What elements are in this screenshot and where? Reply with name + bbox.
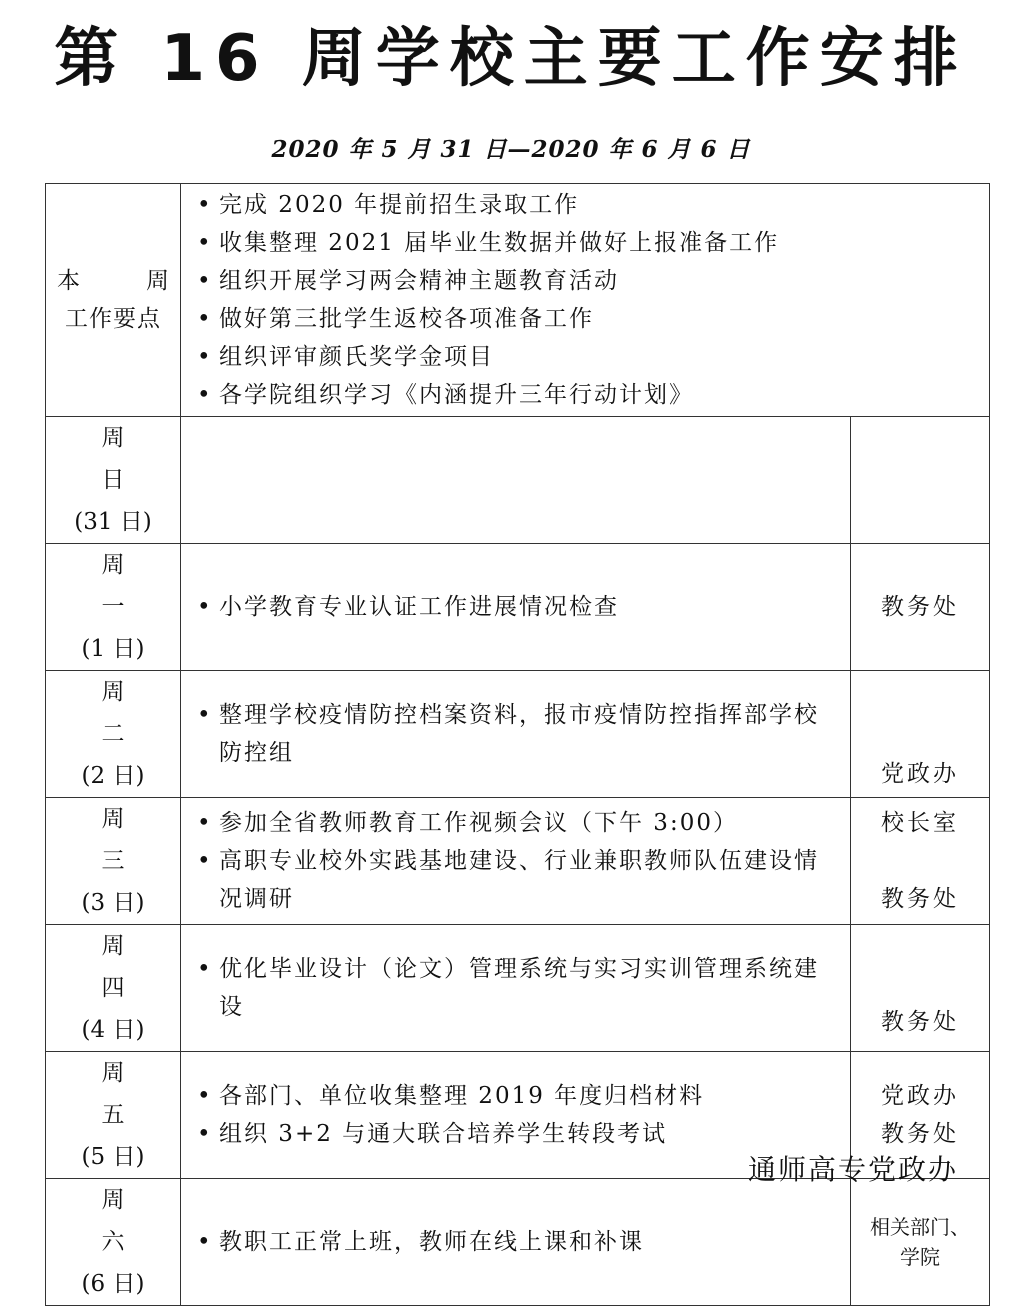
dept-name: 党政办 bbox=[881, 761, 959, 787]
key-points-list bbox=[181, 184, 989, 416]
list-item bbox=[193, 950, 842, 1026]
bullet: • bbox=[197, 192, 213, 218]
day-row-thursday bbox=[46, 925, 990, 1052]
key-points-row bbox=[46, 184, 990, 417]
day-label-cell bbox=[46, 417, 181, 544]
day-row-wednesday bbox=[46, 798, 990, 925]
task-list bbox=[181, 946, 850, 1030]
day-tasks-cell bbox=[181, 798, 851, 925]
day-name: 周五 bbox=[101, 1060, 159, 1128]
bullet: • bbox=[197, 1121, 213, 1147]
dept-name: 校长室 bbox=[881, 810, 959, 836]
key-points-label-right: 周 bbox=[146, 268, 169, 294]
day-dept-cell bbox=[851, 544, 990, 671]
task-text: 教职工正常上班，教师在线上课和补课 bbox=[219, 1229, 644, 1255]
list-item bbox=[193, 186, 981, 224]
list-item bbox=[193, 376, 981, 414]
day-label-cell bbox=[46, 671, 181, 798]
day-label-cell bbox=[46, 1179, 181, 1306]
list-item bbox=[193, 842, 842, 918]
bullet: • bbox=[197, 810, 213, 836]
day-date: (2 日) bbox=[81, 763, 145, 789]
bullet: • bbox=[197, 344, 213, 370]
footer-signature: 通师高专党政办 bbox=[747, 1153, 958, 1186]
day-tasks-cell bbox=[181, 1179, 851, 1306]
day-label-cell bbox=[46, 544, 181, 671]
dept-name: 教务处 bbox=[881, 594, 959, 620]
day-date: (1 日) bbox=[81, 636, 145, 662]
list-item-text: 各学院组织学习《内涵提升三年行动计划》 bbox=[219, 382, 694, 408]
day-dept-cell bbox=[851, 671, 990, 798]
task-text: 小学教育专业认证工作进展情况检查 bbox=[219, 594, 619, 620]
day-row-saturday bbox=[46, 1179, 990, 1306]
dept-spacer bbox=[851, 842, 989, 880]
list-item bbox=[193, 262, 981, 300]
bullet: • bbox=[197, 230, 213, 256]
list-item-text: 收集整理 2021 届毕业生数据并做好上报准备工作 bbox=[219, 230, 780, 256]
dept-name: 教务处 bbox=[881, 886, 959, 912]
key-points-content bbox=[181, 184, 990, 417]
day-dept-cell bbox=[851, 925, 990, 1052]
day-row-monday bbox=[46, 544, 990, 671]
day-dept-cell bbox=[851, 798, 990, 925]
day-name: 周二 bbox=[101, 679, 159, 747]
day-date: (6 日) bbox=[81, 1271, 145, 1297]
list-item-text: 做好第三批学生返校各项准备工作 bbox=[219, 306, 594, 332]
bullet: • bbox=[197, 702, 213, 728]
day-name: 周四 bbox=[101, 933, 159, 1001]
list-item bbox=[193, 1077, 842, 1115]
list-item bbox=[193, 224, 981, 262]
bullet: • bbox=[197, 382, 213, 408]
task-text: 组织 3+2 与通大联合培养学生转段考试 bbox=[219, 1121, 668, 1147]
list-item bbox=[193, 338, 981, 376]
day-date: (31 日) bbox=[74, 509, 152, 535]
task-text: 优化毕业设计（论文）管理系统与实习实训管理系统建设 bbox=[219, 956, 819, 1020]
task-text: 整理学校疫情防控档案资料，报市疫情防控指挥部学校防控组 bbox=[219, 702, 819, 766]
day-name: 周三 bbox=[101, 806, 159, 874]
key-points-label-left: 本 bbox=[57, 268, 80, 294]
day-name: 周一 bbox=[101, 552, 159, 620]
bullet: • bbox=[197, 594, 213, 620]
page-title: 第 16 周学校主要工作安排 bbox=[54, 22, 968, 96]
schedule-table bbox=[45, 183, 990, 1306]
task-list bbox=[181, 800, 850, 922]
day-date: (3 日) bbox=[81, 890, 145, 916]
task-list bbox=[181, 1219, 850, 1265]
dept-name: 教务处 bbox=[881, 1009, 959, 1035]
list-item bbox=[193, 1223, 842, 1261]
day-date: (4 日) bbox=[81, 1017, 145, 1043]
bullet: • bbox=[197, 1229, 213, 1255]
day-label-cell bbox=[46, 798, 181, 925]
day-label-cell bbox=[46, 925, 181, 1052]
dept-name: 相关部门、 bbox=[870, 1215, 970, 1239]
list-item-text: 完成 2020 年提前招生录取工作 bbox=[219, 192, 580, 218]
list-item bbox=[193, 804, 842, 842]
list-item bbox=[193, 300, 981, 338]
task-text: 高职专业校外实践基地建设、行业兼职教师队伍建设情况调研 bbox=[219, 848, 819, 912]
dept-name: 党政办 bbox=[881, 1083, 959, 1109]
day-row-tuesday bbox=[46, 671, 990, 798]
bullet: • bbox=[197, 848, 213, 874]
day-row-sunday bbox=[46, 417, 990, 544]
task-list bbox=[181, 692, 850, 776]
list-item-text: 组织评审颜氏奖学金项目 bbox=[219, 344, 494, 370]
list-item bbox=[193, 588, 842, 626]
list-item-text: 组织开展学习两会精神主题教育活动 bbox=[219, 268, 619, 294]
list-item bbox=[193, 1115, 842, 1153]
day-date: (5 日) bbox=[81, 1144, 145, 1170]
day-tasks-cell bbox=[181, 925, 851, 1052]
bullet: • bbox=[197, 956, 213, 982]
key-points-label bbox=[57, 262, 169, 338]
day-tasks-cell bbox=[181, 544, 851, 671]
task-list bbox=[181, 584, 850, 630]
day-label-cell bbox=[46, 1052, 181, 1179]
key-points-label-cell bbox=[46, 184, 181, 417]
key-points-label-bottom: 工作要点 bbox=[65, 306, 161, 332]
list-item bbox=[193, 696, 842, 772]
date-range: 2020 年 5 月 31 日—2020 年 6 月 6 日 bbox=[271, 136, 751, 163]
day-dept-cell bbox=[851, 417, 990, 544]
task-text: 参加全省教师教育工作视频会议（下午 3:00） bbox=[219, 810, 738, 836]
task-text: 各部门、单位收集整理 2019 年度归档材料 bbox=[219, 1083, 705, 1109]
day-tasks-cell bbox=[181, 671, 851, 798]
dept-name: 教务处 bbox=[881, 1121, 959, 1147]
day-dept-cell bbox=[851, 1179, 990, 1306]
day-name: 周日 bbox=[101, 425, 159, 493]
day-tasks-cell bbox=[181, 417, 851, 544]
bullet: • bbox=[197, 306, 213, 332]
task-list bbox=[181, 1073, 850, 1157]
dept-name: 学院 bbox=[900, 1245, 940, 1269]
bullet: • bbox=[197, 1083, 213, 1109]
bullet: • bbox=[197, 268, 213, 294]
day-name: 周六 bbox=[101, 1187, 159, 1255]
